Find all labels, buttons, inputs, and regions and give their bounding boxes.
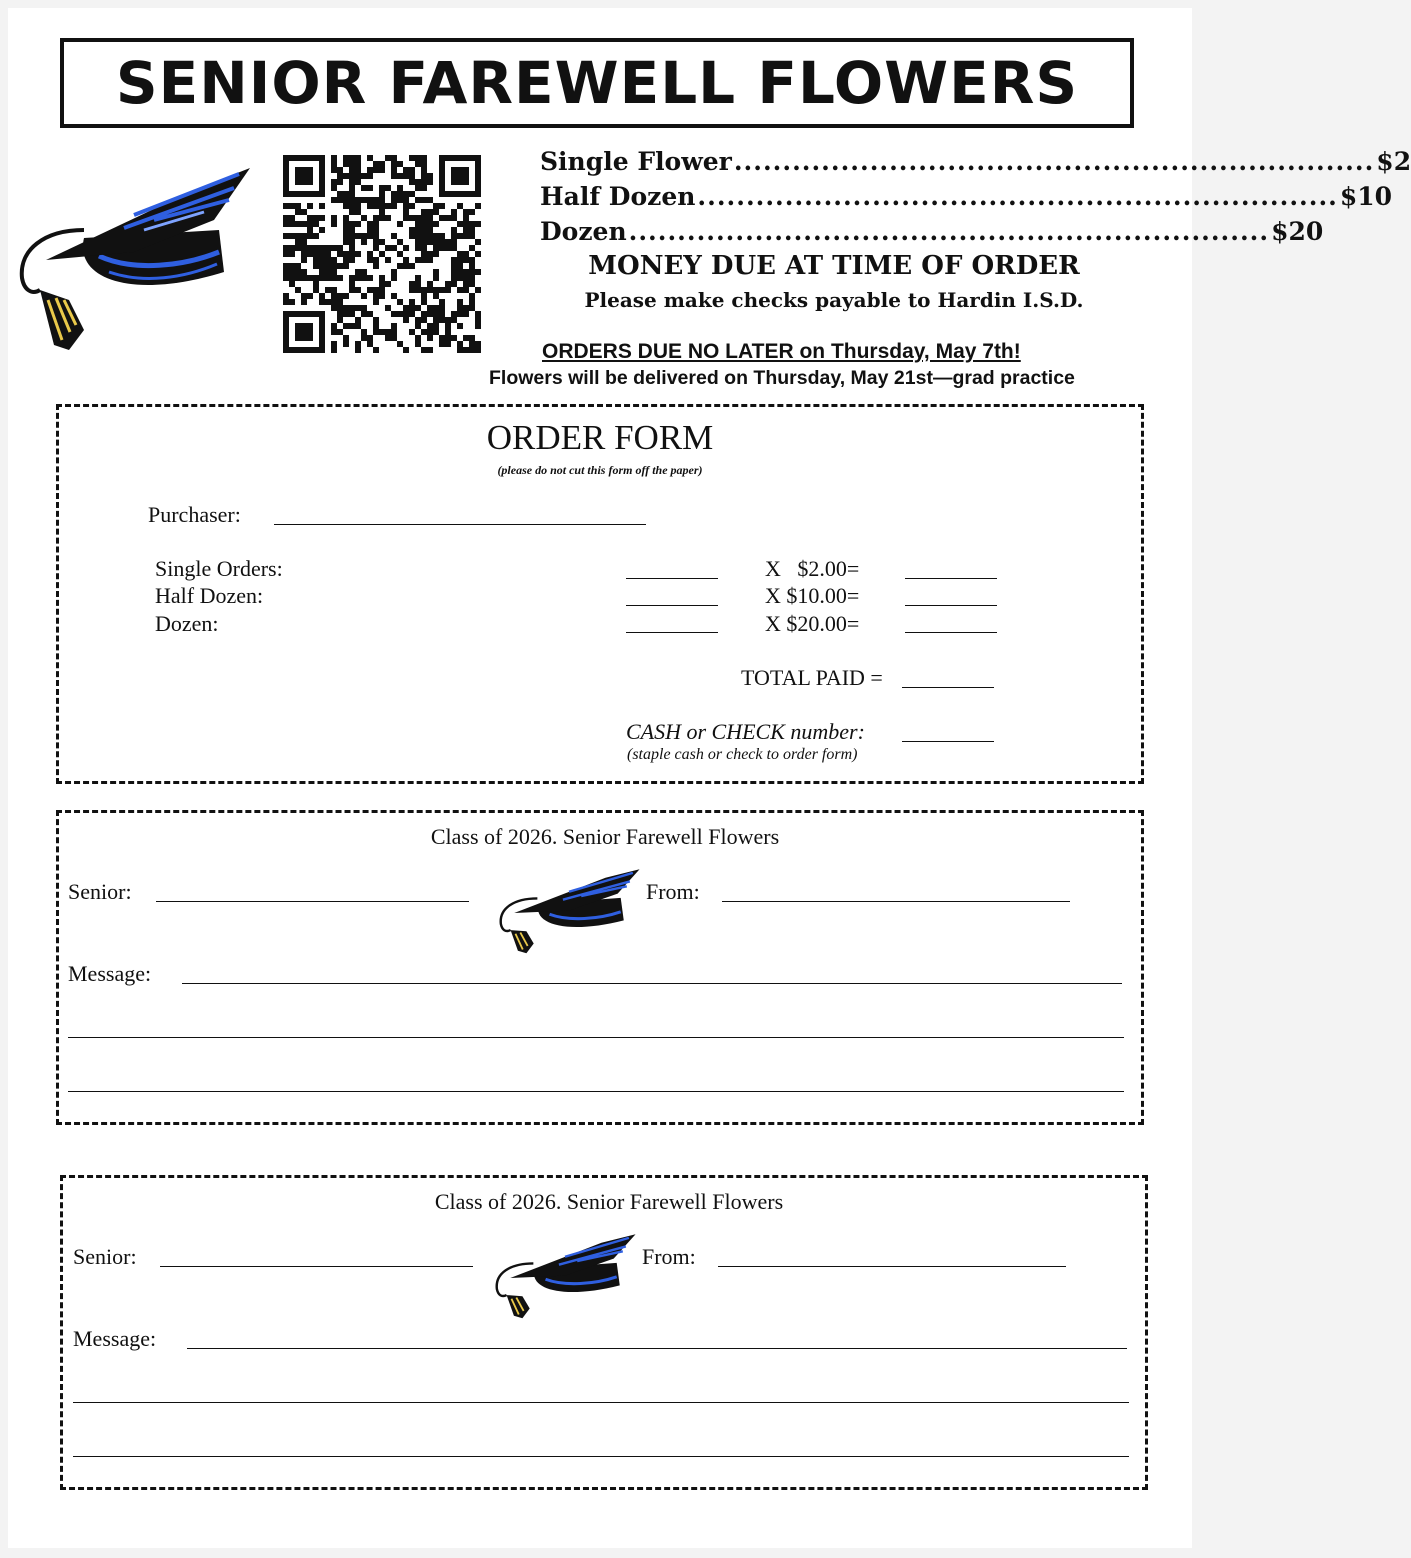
purchaser-input[interactable] [274, 524, 646, 525]
order-form-title: ORDER FORM [486, 418, 714, 457]
payment-method-label: CASH or CHECK number: [626, 719, 865, 744]
total-paid-input[interactable] [902, 687, 994, 688]
message-line-3[interactable] [73, 1456, 1129, 1457]
leader-dots: .................................................................. [697, 182, 1338, 211]
message-label: Message: [68, 961, 152, 986]
senior-label: Senior: [73, 1244, 137, 1269]
message-line-2[interactable] [73, 1402, 1129, 1403]
single-subtotal-input[interactable] [905, 578, 997, 579]
total-paid-label: TOTAL PAID = [741, 665, 883, 690]
delivery-notice: Flowers will be delivered on Thursday, May 21st—grad practice [489, 367, 1075, 389]
leader-dots: .................................................................. [628, 217, 1270, 246]
price-dozen [540, 217, 1324, 246]
message-line-1[interactable] [187, 1348, 1127, 1349]
deadline-notice [540, 340, 1128, 364]
card-heading: Class of 2026. Senior Farewell Flowers [430, 824, 780, 849]
price-item-label: Half Dozen [540, 182, 696, 211]
payment-number-input[interactable] [902, 741, 994, 742]
price-value: $10 [1339, 182, 1393, 211]
message-line-2[interactable] [68, 1037, 1124, 1038]
page-title: SENIOR FAREWELL FLOWERS [115, 49, 1079, 117]
message-card [60, 1175, 1148, 1490]
half-dozen-label: Half Dozen: [155, 583, 264, 608]
graduation-cap-icon [496, 864, 642, 956]
price-item-label: Single Flower [540, 147, 732, 176]
qr-code [283, 155, 481, 353]
price-single-flower [540, 147, 1411, 176]
single-orders-label: Single Orders: [155, 556, 283, 581]
half-dozen-multiplier: X $10.00= [765, 583, 860, 608]
senior-name-input[interactable] [160, 1266, 473, 1267]
from-label: From: [642, 1244, 696, 1269]
price-value: $2 [1376, 147, 1411, 176]
graduation-cap-icon [492, 1229, 638, 1321]
from-name-input[interactable] [722, 901, 1070, 902]
single-qty-input[interactable] [626, 578, 718, 579]
message-card [56, 810, 1144, 1125]
dozen-label: Dozen: [155, 611, 219, 636]
price-half-dozen [540, 182, 1393, 211]
half-dozen-qty-input[interactable] [626, 605, 718, 606]
senior-label: Senior: [68, 879, 132, 904]
single-multiplier: X $2.00= [765, 556, 860, 581]
price-value: $20 [1271, 217, 1324, 246]
title-box [60, 38, 1134, 128]
payment-note: (staple cash or check to order form) [627, 746, 858, 763]
half-dozen-subtotal-input[interactable] [905, 605, 997, 606]
graduation-cap-icon [14, 160, 254, 360]
message-label: Message: [73, 1326, 157, 1351]
message-line-1[interactable] [182, 983, 1122, 984]
card-heading: Class of 2026. Senior Farewell Flowers [434, 1189, 784, 1214]
message-line-3[interactable] [68, 1091, 1124, 1092]
dozen-subtotal-input[interactable] [905, 632, 997, 633]
money-due-notice: MONEY DUE AT TIME OF ORDER [588, 251, 1080, 281]
from-name-input[interactable] [718, 1266, 1066, 1267]
leader-dots: .................................................................. [733, 147, 1375, 176]
order-form-subtitle: (please do not cut this form off the paper) [497, 463, 703, 477]
price-item-label: Dozen [540, 217, 627, 246]
purchaser-label: Purchaser: [148, 502, 241, 527]
dozen-multiplier: X $20.00= [765, 611, 860, 636]
deadline-text: ORDERS DUE NO LATER on Thursday, May 7th! [542, 340, 1021, 363]
dozen-qty-input[interactable] [626, 632, 718, 633]
checks-payable-notice: Please make checks payable to Hardin I.S.D. [584, 288, 1084, 312]
from-label: From: [646, 879, 700, 904]
senior-name-input[interactable] [156, 901, 469, 902]
